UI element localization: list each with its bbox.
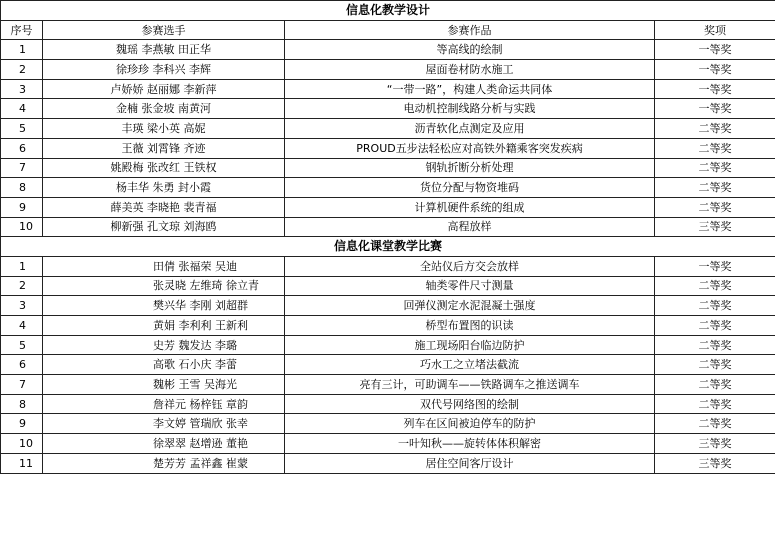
- table-row: [1, 434, 775, 454]
- table-row: [1, 316, 775, 336]
- table-row: [1, 394, 775, 414]
- cell-players: 田倩 张福荣 吴迪: [43, 256, 285, 276]
- cell-no: 6: [1, 355, 43, 375]
- table-row: [1, 355, 775, 375]
- cell-players: 徐珍珍 李科兴 李辉: [43, 60, 285, 80]
- cell-players: 楚芳芳 孟祥鑫 崔蒙: [43, 453, 285, 473]
- cell-players: 黄娟 李利利 王新利: [43, 316, 285, 336]
- cell-award: 一等奖: [655, 99, 775, 119]
- table-row: [1, 60, 775, 80]
- cell-work: 轴类零件尺寸测量: [285, 276, 655, 296]
- cell-work: 全站仪后方交会放样: [285, 256, 655, 276]
- cell-award: 一等奖: [655, 40, 775, 60]
- cell-work: 钢轨折断分析处理: [285, 158, 655, 178]
- table-row: [1, 335, 775, 355]
- header-award: 奖项: [655, 20, 775, 40]
- cell-award: 二等奖: [655, 375, 775, 395]
- cell-no: 10: [1, 434, 43, 454]
- table-row: [1, 40, 775, 60]
- cell-award: 二等奖: [655, 355, 775, 375]
- cell-no: 2: [1, 60, 43, 80]
- table-row: [1, 296, 775, 316]
- cell-players: 丰瑛 梁小英 高妮: [43, 119, 285, 139]
- section-title: 信息化课堂教学比赛: [1, 237, 775, 257]
- cell-work: 屋面卷材防水施工: [285, 60, 655, 80]
- cell-award: 二等奖: [655, 316, 775, 336]
- header-players: 参赛选手: [43, 20, 285, 40]
- table-row: [1, 217, 775, 237]
- cell-no: 1: [1, 40, 43, 60]
- cell-players: 高歌 石小庆 李蕾: [43, 355, 285, 375]
- cell-players: 史芳 魏发达 李璐: [43, 335, 285, 355]
- cell-award: 一等奖: [655, 256, 775, 276]
- cell-no: 3: [1, 296, 43, 316]
- table-row: [1, 79, 775, 99]
- cell-no: 9: [1, 197, 43, 217]
- cell-award: 二等奖: [655, 296, 775, 316]
- cell-no: 10: [1, 217, 43, 237]
- cell-work: “一带一路”，构建人类命运共同体: [285, 79, 655, 99]
- cell-no: 1: [1, 256, 43, 276]
- cell-work: 居住空间客厅设计: [285, 453, 655, 473]
- cell-work: 一叶知秋——旋转体体积解密: [285, 434, 655, 454]
- cell-players: 徐翠翠 赵增逊 董艳: [43, 434, 285, 454]
- cell-players: 樊兴华 李刚 刘超群: [43, 296, 285, 316]
- cell-award: 二等奖: [655, 197, 775, 217]
- cell-award: 一等奖: [655, 79, 775, 99]
- cell-work: 沥青软化点测定及应用: [285, 119, 655, 139]
- table-row: [1, 158, 775, 178]
- cell-players: 金楠 张金坡 南黄河: [43, 99, 285, 119]
- cell-no: 4: [1, 316, 43, 336]
- table-row: [1, 119, 775, 139]
- cell-work: 桥型布置图的识读: [285, 316, 655, 336]
- header-no: 序号: [1, 20, 43, 40]
- cell-award: 二等奖: [655, 394, 775, 414]
- cell-award: 三等奖: [655, 434, 775, 454]
- cell-work: 货位分配与物资堆码: [285, 178, 655, 198]
- cell-work: 双代号网络图的绘制: [285, 394, 655, 414]
- section-title: 信息化教学设计: [1, 1, 775, 21]
- cell-no: 9: [1, 414, 43, 434]
- cell-players: 詹祥元 杨梓钰 章韵: [43, 394, 285, 414]
- cell-work: 计算机硬件系统的组成: [285, 197, 655, 217]
- table-row: [1, 276, 775, 296]
- table-row: [1, 375, 775, 395]
- table-row: [1, 197, 775, 217]
- header-work: 参赛作品: [285, 20, 655, 40]
- cell-no: 2: [1, 276, 43, 296]
- cell-award: 一等奖: [655, 60, 775, 80]
- cell-award: 二等奖: [655, 119, 775, 139]
- cell-award: 二等奖: [655, 158, 775, 178]
- table-row: [1, 414, 775, 434]
- cell-work: 亮有三计，可助调车——铁路调车之推送调车: [285, 375, 655, 395]
- cell-award: 二等奖: [655, 335, 775, 355]
- cell-players: 李文婷 管瑞欣 张幸: [43, 414, 285, 434]
- cell-no: 11: [1, 453, 43, 473]
- cell-award: 二等奖: [655, 276, 775, 296]
- cell-no: 5: [1, 335, 43, 355]
- cell-players: 张灵晓 左维琦 徐立青: [43, 276, 285, 296]
- cell-no: 8: [1, 178, 43, 198]
- cell-players: 魏彬 王雪 吴海光: [43, 375, 285, 395]
- table-row: [1, 178, 775, 198]
- cell-players: 卢娇娇 赵丽娜 李新萍: [43, 79, 285, 99]
- cell-work: 回弹仪测定水泥混凝土强度: [285, 296, 655, 316]
- cell-no: 4: [1, 99, 43, 119]
- table-row: [1, 138, 775, 158]
- cell-work: 列车在区间被迫停车的防护: [285, 414, 655, 434]
- cell-no: 6: [1, 138, 43, 158]
- section-title-row: [1, 237, 775, 257]
- cell-players: 柳新强 孔文琼 刘海鸥: [43, 217, 285, 237]
- cell-award: 二等奖: [655, 138, 775, 158]
- header-row: [1, 20, 775, 40]
- cell-award: 二等奖: [655, 178, 775, 198]
- cell-no: 7: [1, 158, 43, 178]
- cell-work: 施工现场阳台临边防护: [285, 335, 655, 355]
- cell-players: 杨丰华 朱勇 封小霞: [43, 178, 285, 198]
- cell-work: 高程放样: [285, 217, 655, 237]
- cell-players: 薛美英 李晓艳 裴青福: [43, 197, 285, 217]
- cell-players: 魏瑶 李燕敏 田正华: [43, 40, 285, 60]
- cell-no: 3: [1, 79, 43, 99]
- cell-players: 王薇 刘霄锋 齐迹: [43, 138, 285, 158]
- cell-award: 三等奖: [655, 217, 775, 237]
- table-row: [1, 453, 775, 473]
- cell-award: 三等奖: [655, 453, 775, 473]
- table-row: [1, 256, 775, 276]
- cell-work: 等高线的绘制: [285, 40, 655, 60]
- cell-work: 电动机控制线路分析与实践: [285, 99, 655, 119]
- cell-players: 姚殿梅 张改红 王铁权: [43, 158, 285, 178]
- cell-no: 7: [1, 375, 43, 395]
- table-row: [1, 99, 775, 119]
- cell-no: 8: [1, 394, 43, 414]
- section-title-row: [1, 1, 775, 21]
- cell-no: 5: [1, 119, 43, 139]
- cell-work: PROUD五步法轻松应对高铁外籍乘客突发疾病: [285, 138, 655, 158]
- cell-work: 巧水工之立堵法截流: [285, 355, 655, 375]
- cell-award: 二等奖: [655, 414, 775, 434]
